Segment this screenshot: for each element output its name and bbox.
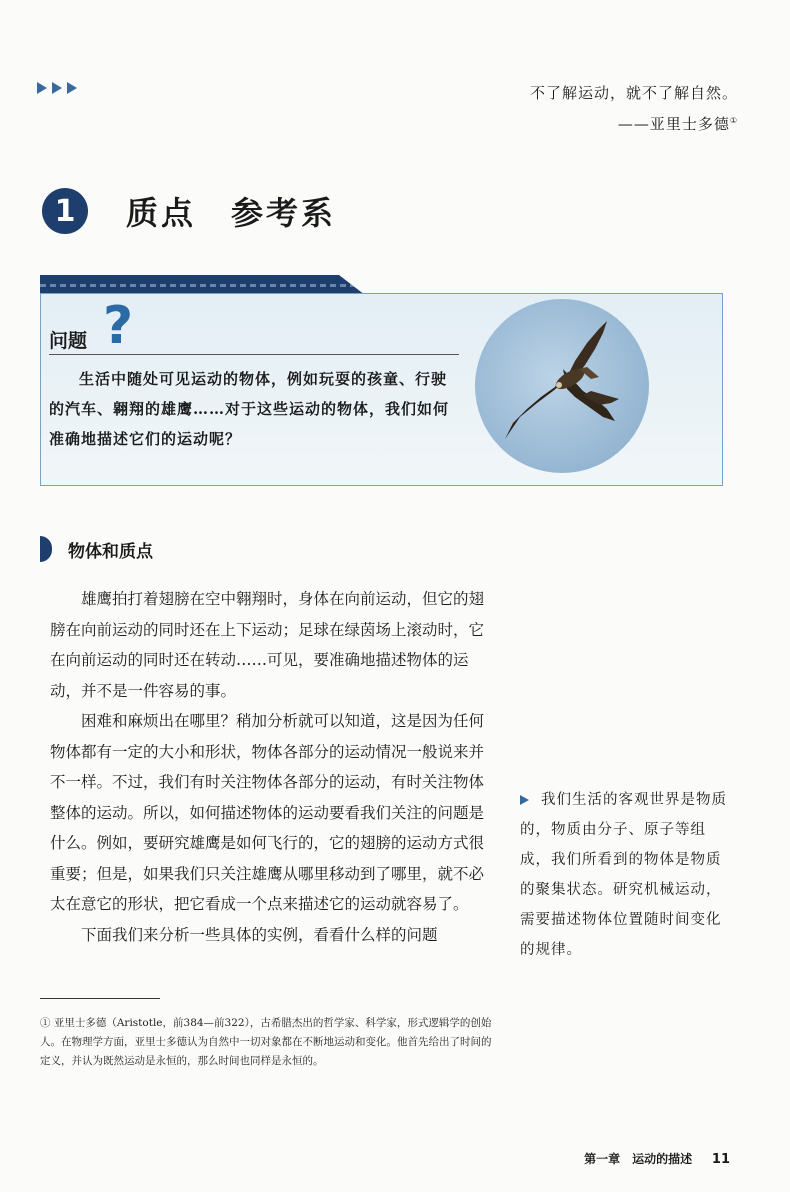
subsection-heading bbox=[40, 536, 153, 562]
eagle-icon bbox=[475, 299, 649, 473]
section-heading bbox=[42, 188, 336, 234]
chapter-name: 第一章 运动的描述 bbox=[584, 1152, 693, 1166]
question-box-tab bbox=[40, 275, 365, 295]
epigraph bbox=[530, 80, 738, 138]
epigraph-author: ——亚里士多德① bbox=[617, 115, 738, 133]
arrow-icon bbox=[52, 82, 62, 94]
arrow-icon bbox=[67, 82, 77, 94]
eagle-photo bbox=[475, 299, 649, 473]
side-note-text: 我们生活的客观世界是物质的，物质由分子、原子等组成，我们所看到的物体是物质的聚集状态。研究机械运动，需要描述物体位置随时间变化的规律。 bbox=[520, 792, 727, 958]
body-text bbox=[50, 584, 495, 950]
arrow-icon bbox=[37, 82, 47, 94]
question-divider bbox=[49, 354, 459, 355]
paragraph: 下面我们来分析一些具体的实例，看看什么样的问题 bbox=[81, 925, 438, 944]
page-number: 11 bbox=[711, 1152, 730, 1167]
epigraph-text: 不了解运动，就不了解自然。 bbox=[529, 84, 738, 102]
note-arrow-icon bbox=[520, 795, 529, 805]
section-title: 质点 参考系 bbox=[126, 194, 337, 232]
section-number-badge: 1 bbox=[42, 188, 88, 234]
decorative-arrows bbox=[37, 82, 77, 94]
page-footer bbox=[584, 1150, 730, 1167]
side-note bbox=[520, 785, 735, 965]
footnote-marker: ① bbox=[729, 116, 738, 125]
paragraph: 雄鹰拍打着翅膀在空中翱翔时，身体在向前运动，但它的翅膀在向前运动的同时还在上下运动；足球在绿茵场上滚动时，它在向前运动的同时还在转动……可见，要准确地描述物体的运动，并不是一件容易的事。 bbox=[50, 590, 485, 700]
question-label: 问题 bbox=[49, 330, 88, 352]
question-text: 生活中随处可见运动的物体，例如玩耍的孩童、行驶的汽车、翱翔的雄鹰……对于这些运动的物体，我们如何准确地描述它们的运动呢？ bbox=[49, 370, 450, 448]
footnote-divider bbox=[40, 998, 160, 999]
subsection-title: 物体和质点 bbox=[68, 541, 153, 562]
question-mark-icon: ? bbox=[103, 296, 134, 356]
section-marker-icon bbox=[40, 536, 52, 562]
question-box bbox=[40, 293, 723, 486]
paragraph: 困难和麻烦出在哪里？稍加分析就可以知道，这是因为任何物体都有一定的大小和形状，物体各部分的运动情况一般说来并不一样。不过，我们有时关注物体各部分的运动，有时关注物体整体的运动。所以，如何描述物体的运动要看我们关注的问题是什么。例如，要研究雄鹰是如何飞行的，它的翅膀的运动方式很重要；但是，如果我们只关注雄鹰从哪里移动到了哪里，就不必太在意它的形状，把它看成一个点来描述它的运动就容易了。 bbox=[50, 712, 485, 913]
footnote: ① 亚里士多德（Aristotle，前384—前322），古希腊杰出的哲学家、科学家，形式逻辑学的创始人。在物理学方面，亚里士多德认为自然中一切对象都在不断地运动和变化。他首先给出了时间的定义，并认为既然运动是永恒的，那么时间也同样是永恒的。 bbox=[40, 1017, 492, 1067]
